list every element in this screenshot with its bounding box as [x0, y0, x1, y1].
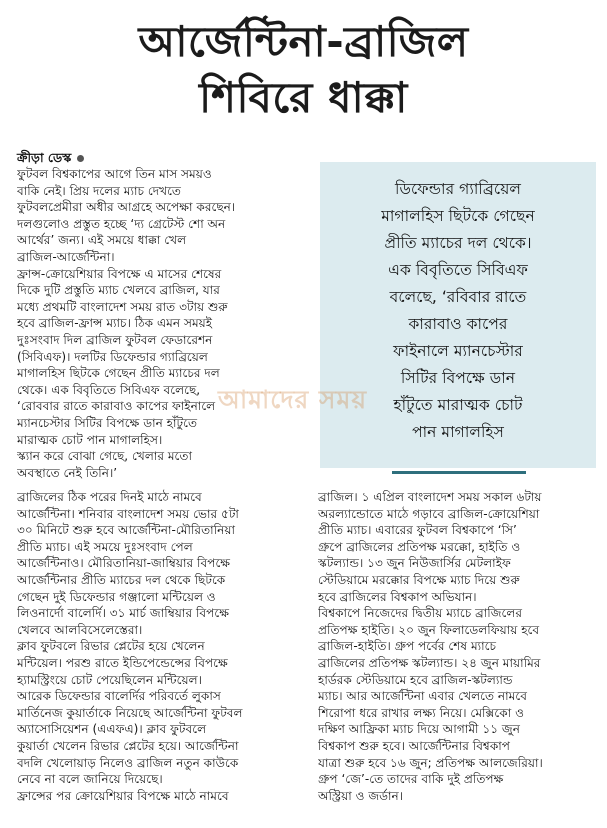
article-line: প্রীতি ম্যাচ। এবারের ফুটবল বিশ্বকাপে ‘সি’	[318, 523, 517, 538]
pull-quote-divider	[392, 471, 526, 474]
watermark-logo: আমাদের সময়	[218, 385, 368, 414]
article-line: লিওনার্দো বালের্দি। ৩১ মার্চ জাম্বিয়ার বিপক্ষে	[17, 606, 229, 621]
pull-quote-line: পান মাগালহিস	[412, 423, 504, 441]
article-line: ব্রাজিল-হাইতি। গ্রুপ পর্বের শেষ ম্যাচে	[318, 639, 497, 654]
article-line: ‘রোববার রাতে কারাবাও কাপের ফাইনালে	[17, 399, 216, 414]
article-line: নেবে না বলে জানিয়ে দিয়েছে।	[17, 772, 163, 787]
article-line: (সিবিএফ)। দলটির ডিফেন্ডার গ্যাব্রিয়েল	[17, 349, 208, 364]
article-line: ফুটবলপ্রেমীরা অধীর আগ্রহে অপেক্ষা করছেন।	[17, 200, 236, 215]
article-line: বদলি খেলোয়াড় নিলেও ব্রাজিল নতুন কাউকে	[17, 755, 239, 770]
article-line: মার্তিনেজ কুয়ার্তাকে নিয়েছে আর্জেন্টিনা ফুটবল	[17, 705, 243, 720]
article-line: বিশ্বকাপ শুরু হবে। আর্জেন্টিনার বিশ্বকাপ	[318, 738, 511, 753]
article-line: বিশ্বকাপে নিজেদের দ্বিতীয় ম্যাচে ব্রাজিলের	[318, 606, 523, 621]
article-line: মধ্যে প্রথমটি বাংলাদেশ সময় রাত ৩টায় শুরু	[17, 299, 228, 314]
article-line: হার্ডরক স্টেডিয়ামে হবে ব্রাজিল-স্কটল্যান্ড	[318, 672, 513, 687]
article-column-b	[17, 489, 308, 804]
article-line: আর্জেন্টিনাও। মৌরিতানিয়া-জাম্বিয়ার বিপক্ষে	[17, 556, 231, 571]
article-line: বাকি নেই। প্রিয় দলের ম্যাচ দেখতে	[17, 183, 182, 198]
article-line: হবে ব্রাজিলের বিশ্বকাপ অভিযান।	[318, 589, 477, 604]
pull-quote-line: ফাইনালে ম্যানচেস্টার	[393, 342, 523, 360]
article-line: ফুটবল বিশ্বকাপের আগে তিন মাস সময়ও	[17, 167, 212, 181]
article-line: থেকে। এক বিবৃতিতে সিবিএফ বলেছে,	[17, 382, 201, 397]
pull-quote-line: ডিফেন্ডার গ্যাব্রিয়েল	[395, 180, 521, 198]
article-line: গ্রুপ ‘জে’-তে তাদের বাকি দুই প্রতিপক্ষ	[318, 772, 504, 787]
pull-quote-line: কারাবাও কাপের	[408, 315, 508, 333]
article-line: অস্ট্রিয়া ও জর্ডান।	[318, 788, 404, 803]
article-line: প্রীতি ম্যাচ। এই সময়ে দুঃসংবাদ পেল	[17, 539, 193, 554]
headline-line-1: আর্জেন্টিনা-ব্রাজিল	[138, 17, 469, 66]
article-line: ম্যানচেস্টার সিটির বিপক্ষে ডান হাঁটুতে	[17, 415, 198, 430]
article-line: কুয়ার্তা খেলেন রিভার প্লেটের হয়ে। আর্জেন্টিনা	[17, 738, 239, 753]
article-column-a	[17, 166, 308, 481]
article-line: ব্রাজিল-আর্জেন্টিনা।	[17, 249, 115, 264]
article-column-c	[318, 489, 596, 804]
article-line: স্ক্যান করে বোঝা গেছে, খেলার মতো	[17, 449, 192, 464]
article-line: গেছেন দুই ডিফেন্ডার গঞ্জালো মন্টিয়েল ও	[17, 589, 216, 604]
article-line: যাত্রা শুরু হবে ১৬ জুন; প্রতিপক্ষ আলজেরিয়া।	[318, 755, 543, 770]
article-line: মন্টিয়েল। পরশু রাতে ইন্ডিপেন্ডেন্সের বিপক্ষে	[17, 655, 228, 670]
article-line: ফ্রান্স-ক্রোয়েশিয়ার বিপক্ষে এ মাসের শেষের	[17, 266, 222, 281]
article-line: হ্যামস্ট্রিংয়ে চোট পেয়েছিলেন মন্টিয়েল।	[17, 672, 202, 687]
pull-quote-line: সিটির বিপক্ষে ডান	[400, 369, 516, 387]
headline	[0, 14, 607, 126]
byline-text: ক্রীড়া ডেস্ক	[17, 150, 72, 165]
article-line: খেলবে আলবিসেলেস্তেরা।	[17, 622, 143, 637]
article-line: হবে ব্রাজিল-ফ্রান্স ম্যাচ। ঠিক এমন সময়ই	[17, 316, 213, 331]
article-line: আর্থের’ জন্য। এই সময়ে ধাক্কা খেল	[17, 233, 187, 248]
article-line: আর্জেন্টিনার প্রীতি ম্যাচের দল থেকে ছিটকে	[17, 572, 226, 587]
article-line: ব্রাজিল। ১ এপ্রিল বাংলাদেশ সময় সকাল ৬টায়	[318, 490, 542, 504]
article-line: ক্লাব ফুটবলে রিভার প্লেটের হয়ে খেলেন	[17, 639, 205, 654]
pull-quote-line: বলেছে, ‘রবিবার রাতে	[389, 288, 527, 306]
article-line: অ্যাসোসিয়েশন (এএফএ)। ক্লাব ফুটবলে	[17, 722, 207, 737]
article-line: মাগালহিস ছিটকে গেছেন প্রীতি ম্যাচের দল	[17, 366, 220, 381]
article-line: অবস্থাতে নেই তিনি।’	[17, 465, 118, 480]
article-line: প্রতিপক্ষ হাইতি। ২০ জুন ফিলাডেলফিয়ায় হবে	[318, 622, 540, 637]
article-line: ৩০ মিনিটে শুরু হবে আর্জেন্টিনা-মৌরিতানিয়া	[17, 523, 235, 538]
bullet-icon	[77, 155, 84, 162]
pull-quote-line: এক বিবৃতিতে সিবিএফ	[388, 261, 528, 279]
article-line: দিকে দুটি প্রস্তুতি ম্যাচ খেলবে ব্রাজিল, যার	[17, 283, 220, 298]
pull-quote-line: প্রীতি ম্যাচের দল থেকে।	[384, 234, 532, 252]
article-line: মারাত্মক চোট পান মাগালহিস।	[17, 432, 163, 447]
article-line: আর্জেন্টিনা। শনিবার বাংলাদেশ সময় ভোর ৫টা	[17, 506, 239, 521]
article-line: ব্রাজিলের ঠিক পরের দিনই মাঠে নামবে	[17, 490, 202, 504]
pull-quote-line: হাঁটুতে মারাত্মক চোট	[393, 396, 523, 414]
pull-quote-line: মাগালহিস ছিটকে গেছেন	[381, 207, 535, 225]
article-line: দলগুলোও প্রস্তুত হচ্ছে ‘দ্য গ্রেটেস্ট শো অন	[17, 216, 226, 231]
article-line: শিরোপা ধরে রাখার লক্ষ্য নিয়ে। মেক্সিকো ও	[318, 705, 524, 720]
article-line: ম্যাচ। আর আর্জেন্টিনা এবার খেলতে নামবে	[318, 689, 527, 704]
article-line: দক্ষিণ আফ্রিকা ম্যাচ দিয়ে আগামী ১১ জুন	[318, 722, 520, 737]
article-line: ব্রাজিলের প্রতিপক্ষ স্কটল্যান্ড। ২৪ জুন মায়ামির	[318, 655, 541, 670]
article-line: গ্রুপে ব্রাজিলের প্রতিপক্ষ মরক্কো, হাইতি ও	[318, 539, 521, 554]
article-line: দুঃসংবাদ দিল ব্রাজিল ফুটবল ফেডারেশন	[17, 332, 213, 347]
article-line: ফ্রান্সের পর ক্রোয়েশিয়ার বিপক্ষে মাঠে নামবে	[17, 788, 229, 803]
article-line: স্কটল্যান্ড। ১৩ জুন নিউজার্সির মেটলাইফ	[318, 556, 511, 571]
article-line: অরল্যান্ডোতে মাঠে গড়াবে ব্রাজিল-ক্রোয়েশিয়া	[318, 506, 540, 521]
article-line: আরেক ডিফেন্ডার বালের্দির পরিবর্তে লুকাস	[17, 689, 221, 704]
headline-line-2: শিবিরে ধাক্কা	[199, 73, 408, 122]
article-line: স্টেডিয়ামে মরক্কোর বিপক্ষে ম্যাচ দিয়ে শুরু	[318, 572, 520, 587]
